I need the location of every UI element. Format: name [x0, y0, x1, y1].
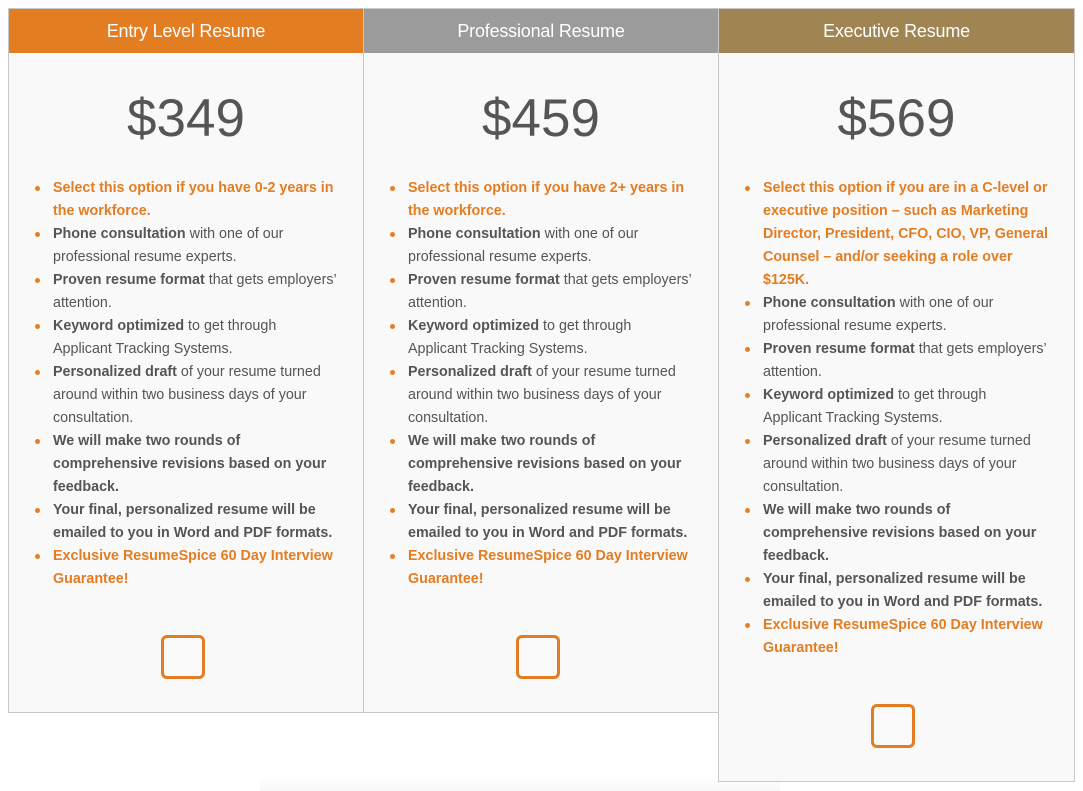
feature-highlight: Personalized draft [763, 433, 887, 449]
feature-description: that gets employers’ attention. [763, 341, 1047, 380]
feature-highlight: Personalized draft [408, 364, 532, 380]
feature-list [719, 177, 1074, 660]
feature-item [408, 315, 692, 361]
feature-description: that gets employers’ attention. [53, 272, 337, 311]
plan-card-executive [718, 8, 1075, 782]
feature-item [763, 430, 1048, 499]
bottom-shadow [260, 778, 780, 791]
select-plan-checkbox[interactable] [871, 704, 915, 748]
feature-list [9, 177, 363, 591]
feature-description: that gets employers’ attention. [408, 272, 692, 311]
feature-item [408, 223, 692, 269]
feature-highlight: Proven resume format [408, 272, 560, 288]
feature-item: Select this option if you have 0-2 years in the workforce. [53, 177, 337, 223]
feature-item [53, 269, 337, 315]
feature-highlight: Personalized draft [53, 364, 177, 380]
feature-item: Your final, personalized resume will be emailed to you in Word and PDF formats. [53, 499, 337, 545]
feature-description: of your resume turned around within two business days of your consultation. [408, 364, 676, 426]
feature-description: with one of our professional resume experts. [53, 226, 284, 265]
feature-highlight: Phone consultation [53, 226, 186, 242]
feature-highlight: Keyword optimized [763, 387, 895, 403]
feature-item: We will make two rounds of comprehensive revisions based on your feedback. [763, 499, 1048, 568]
feature-highlight: Proven resume format [53, 272, 205, 288]
feature-description: of your resume turned around within two business days of your consultation. [763, 433, 1031, 495]
plan-price: $569 [837, 89, 956, 148]
feature-item [53, 315, 337, 361]
feature-item [53, 361, 337, 430]
feature-item: We will make two rounds of comprehensive revisions based on your feedback. [53, 430, 337, 499]
feature-item: Exclusive ResumeSpice 60 Day Interview Guarantee! [53, 545, 337, 591]
feature-item [53, 223, 337, 269]
feature-description: with one of our professional resume experts. [408, 226, 639, 265]
feature-item: We will make two rounds of comprehensive revisions based on your feedback. [408, 430, 692, 499]
feature-item [408, 269, 692, 315]
feature-description: of your resume turned around within two business days of your consultation. [53, 364, 321, 426]
select-plan-checkbox[interactable] [161, 635, 205, 679]
plan-price: $459 [482, 89, 600, 148]
feature-item: Select this option if you are in a C-level or executive position – such as Marketing Director, President, CFO, CIO, VP, General Counsel – and/or seeking a role over $125K. [763, 177, 1048, 292]
select-plan-checkbox[interactable] [516, 635, 560, 679]
feature-description: to get through Applicant Tracking Systems. [408, 318, 632, 357]
feature-description: with one of our professional resume experts. [763, 295, 994, 334]
plan-title: Professional Resume [364, 9, 718, 53]
plan-title: Entry Level Resume [9, 9, 363, 53]
feature-item: Your final, personalized resume will be emailed to you in Word and PDF formats. [763, 568, 1048, 614]
feature-item [763, 384, 1048, 430]
feature-description: to get through Applicant Tracking Systems. [53, 318, 277, 357]
feature-item: Exclusive ResumeSpice 60 Day Interview Guarantee! [763, 614, 1048, 660]
plan-card-professional [363, 8, 719, 713]
feature-item [763, 338, 1048, 384]
feature-highlight: Phone consultation [408, 226, 541, 242]
feature-description: to get through Applicant Tracking Systems. [763, 387, 987, 426]
feature-highlight: Keyword optimized [53, 318, 185, 334]
feature-item [763, 292, 1048, 338]
plan-title: Executive Resume [719, 9, 1074, 53]
feature-highlight: Proven resume format [763, 341, 915, 357]
feature-highlight: Keyword optimized [408, 318, 540, 334]
feature-item [408, 361, 692, 430]
feature-list [364, 177, 718, 591]
feature-highlight: Phone consultation [763, 295, 896, 311]
feature-item: Exclusive ResumeSpice 60 Day Interview Guarantee! [408, 545, 692, 591]
feature-item: Select this option if you have 2+ years in the workforce. [408, 177, 692, 223]
plan-price: $349 [127, 89, 245, 148]
feature-item: Your final, personalized resume will be emailed to you in Word and PDF formats. [408, 499, 692, 545]
plan-card-entry-level [8, 8, 364, 713]
